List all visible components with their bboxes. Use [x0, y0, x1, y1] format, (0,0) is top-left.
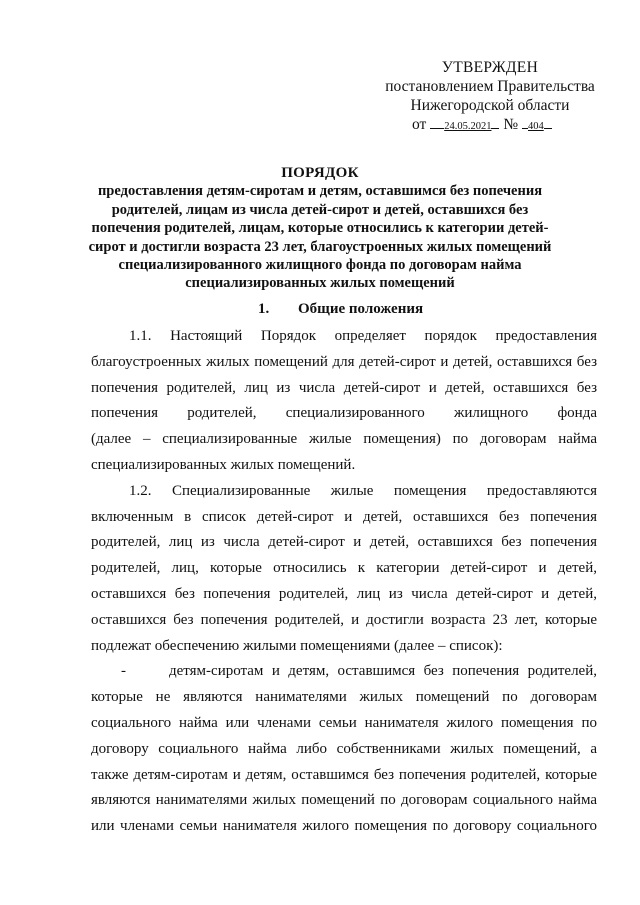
approval-date-line — [360, 115, 620, 136]
approval-heading: УТВЕРЖДЕН — [441, 59, 539, 76]
approval-line-1: постановлением Правительства — [385, 78, 595, 95]
date-prefix: от — [412, 116, 427, 133]
paragraph-1-line: (далее – специализированные жилые помещения) по договорам найма — [91, 431, 597, 448]
title-line: специализированных жилых помещений — [185, 275, 455, 292]
title-main: ПОРЯДОК — [281, 165, 359, 181]
bullet-line: или членами семьи нанимателя жилого помещения по договору социального — [91, 818, 597, 835]
paragraph-1-line: попечения родителей, лиц из числа детей-сирот и детей, оставшихся без — [91, 379, 597, 396]
approval-line-2: Нижегородской области — [410, 97, 570, 114]
bullet-line: также детям-сиротам и детям, оставшимся без попечения родителей, которые — [91, 766, 597, 783]
bullet-first-line: детям-сиротам и детям, оставшимся без попечения родителей, — [169, 663, 597, 680]
title-line: попечения родителей, лицам, которые относились к категории детей- — [91, 220, 549, 237]
paragraph-2-line: 1.2. Специализированные жилые помещения предоставляются — [129, 482, 597, 499]
number-underline-right — [544, 127, 552, 129]
paragraph-2-line: оставшихся без попечения родителей, лиц из числа детей-сирот и детей, — [91, 585, 597, 602]
title-line: специализированного жилищного фонда по договорам найма — [118, 257, 522, 274]
document-title — [85, 164, 555, 293]
paragraph-2-line: оставшихся без попечения родителей, и достигли возраста 23 лет, которые — [91, 611, 597, 628]
section-title: Общие положения — [298, 301, 424, 317]
date-underline-left — [430, 127, 444, 129]
approval-number: 404 — [528, 121, 544, 132]
bullet-dash: - — [121, 663, 126, 680]
bullet-item — [91, 659, 597, 685]
number-prefix: № — [503, 116, 519, 133]
approval-date: 24.05.2021 — [444, 121, 492, 132]
bullet-line: являются нанимателями жилых помещений по договорам социального найма — [91, 792, 597, 809]
title-line: родителей, лицам из числа детей-сирот и детей, оставшихся без — [111, 201, 529, 218]
date-underline-right — [491, 127, 499, 129]
section-heading — [258, 301, 423, 318]
section-number: 1. — [258, 301, 270, 317]
approval-stamp — [360, 58, 620, 136]
paragraph-1-line: попечения родителей, специализированного жилищного фонда — [91, 405, 597, 422]
document-body — [91, 324, 597, 840]
title-line: сирот и достигли возраста 23 лет, благоустроенных жилых помещений — [88, 238, 552, 255]
paragraph-1-line: специализированных жилых помещений. — [91, 456, 356, 473]
title-line: предоставления детям-сиротам и детям, оставшимся без попечения — [97, 183, 543, 200]
paragraph-2-line: подлежат обеспечению жилыми помещениями (далее – список): — [91, 637, 503, 654]
paragraph-1-line: 1.1. Настоящий Порядок определяет порядок предоставления — [129, 328, 597, 344]
paragraph-1-line: благоустроенных жилых помещений для детей-сирот и детей, оставшихся без — [91, 353, 597, 370]
bullet-line: социального найма или членами семьи нанимателя жилого помещения по — [91, 714, 597, 731]
paragraph-2-line: родителей, лиц из числа детей-сирот и детей, оставшихся без попечения — [91, 534, 597, 551]
paragraph-2-line: родителей, лиц, которые относились к категории детей-сирот и детей, — [91, 560, 597, 577]
bullet-line: которые не являются нанимателями жилых помещений по договорам — [91, 689, 597, 706]
bullet-line: договору социального найма либо собственниками жилых помещений, а — [91, 740, 597, 757]
paragraph-2-line: включенным в список детей-сирот и детей, оставшихся без попечения — [91, 508, 597, 525]
